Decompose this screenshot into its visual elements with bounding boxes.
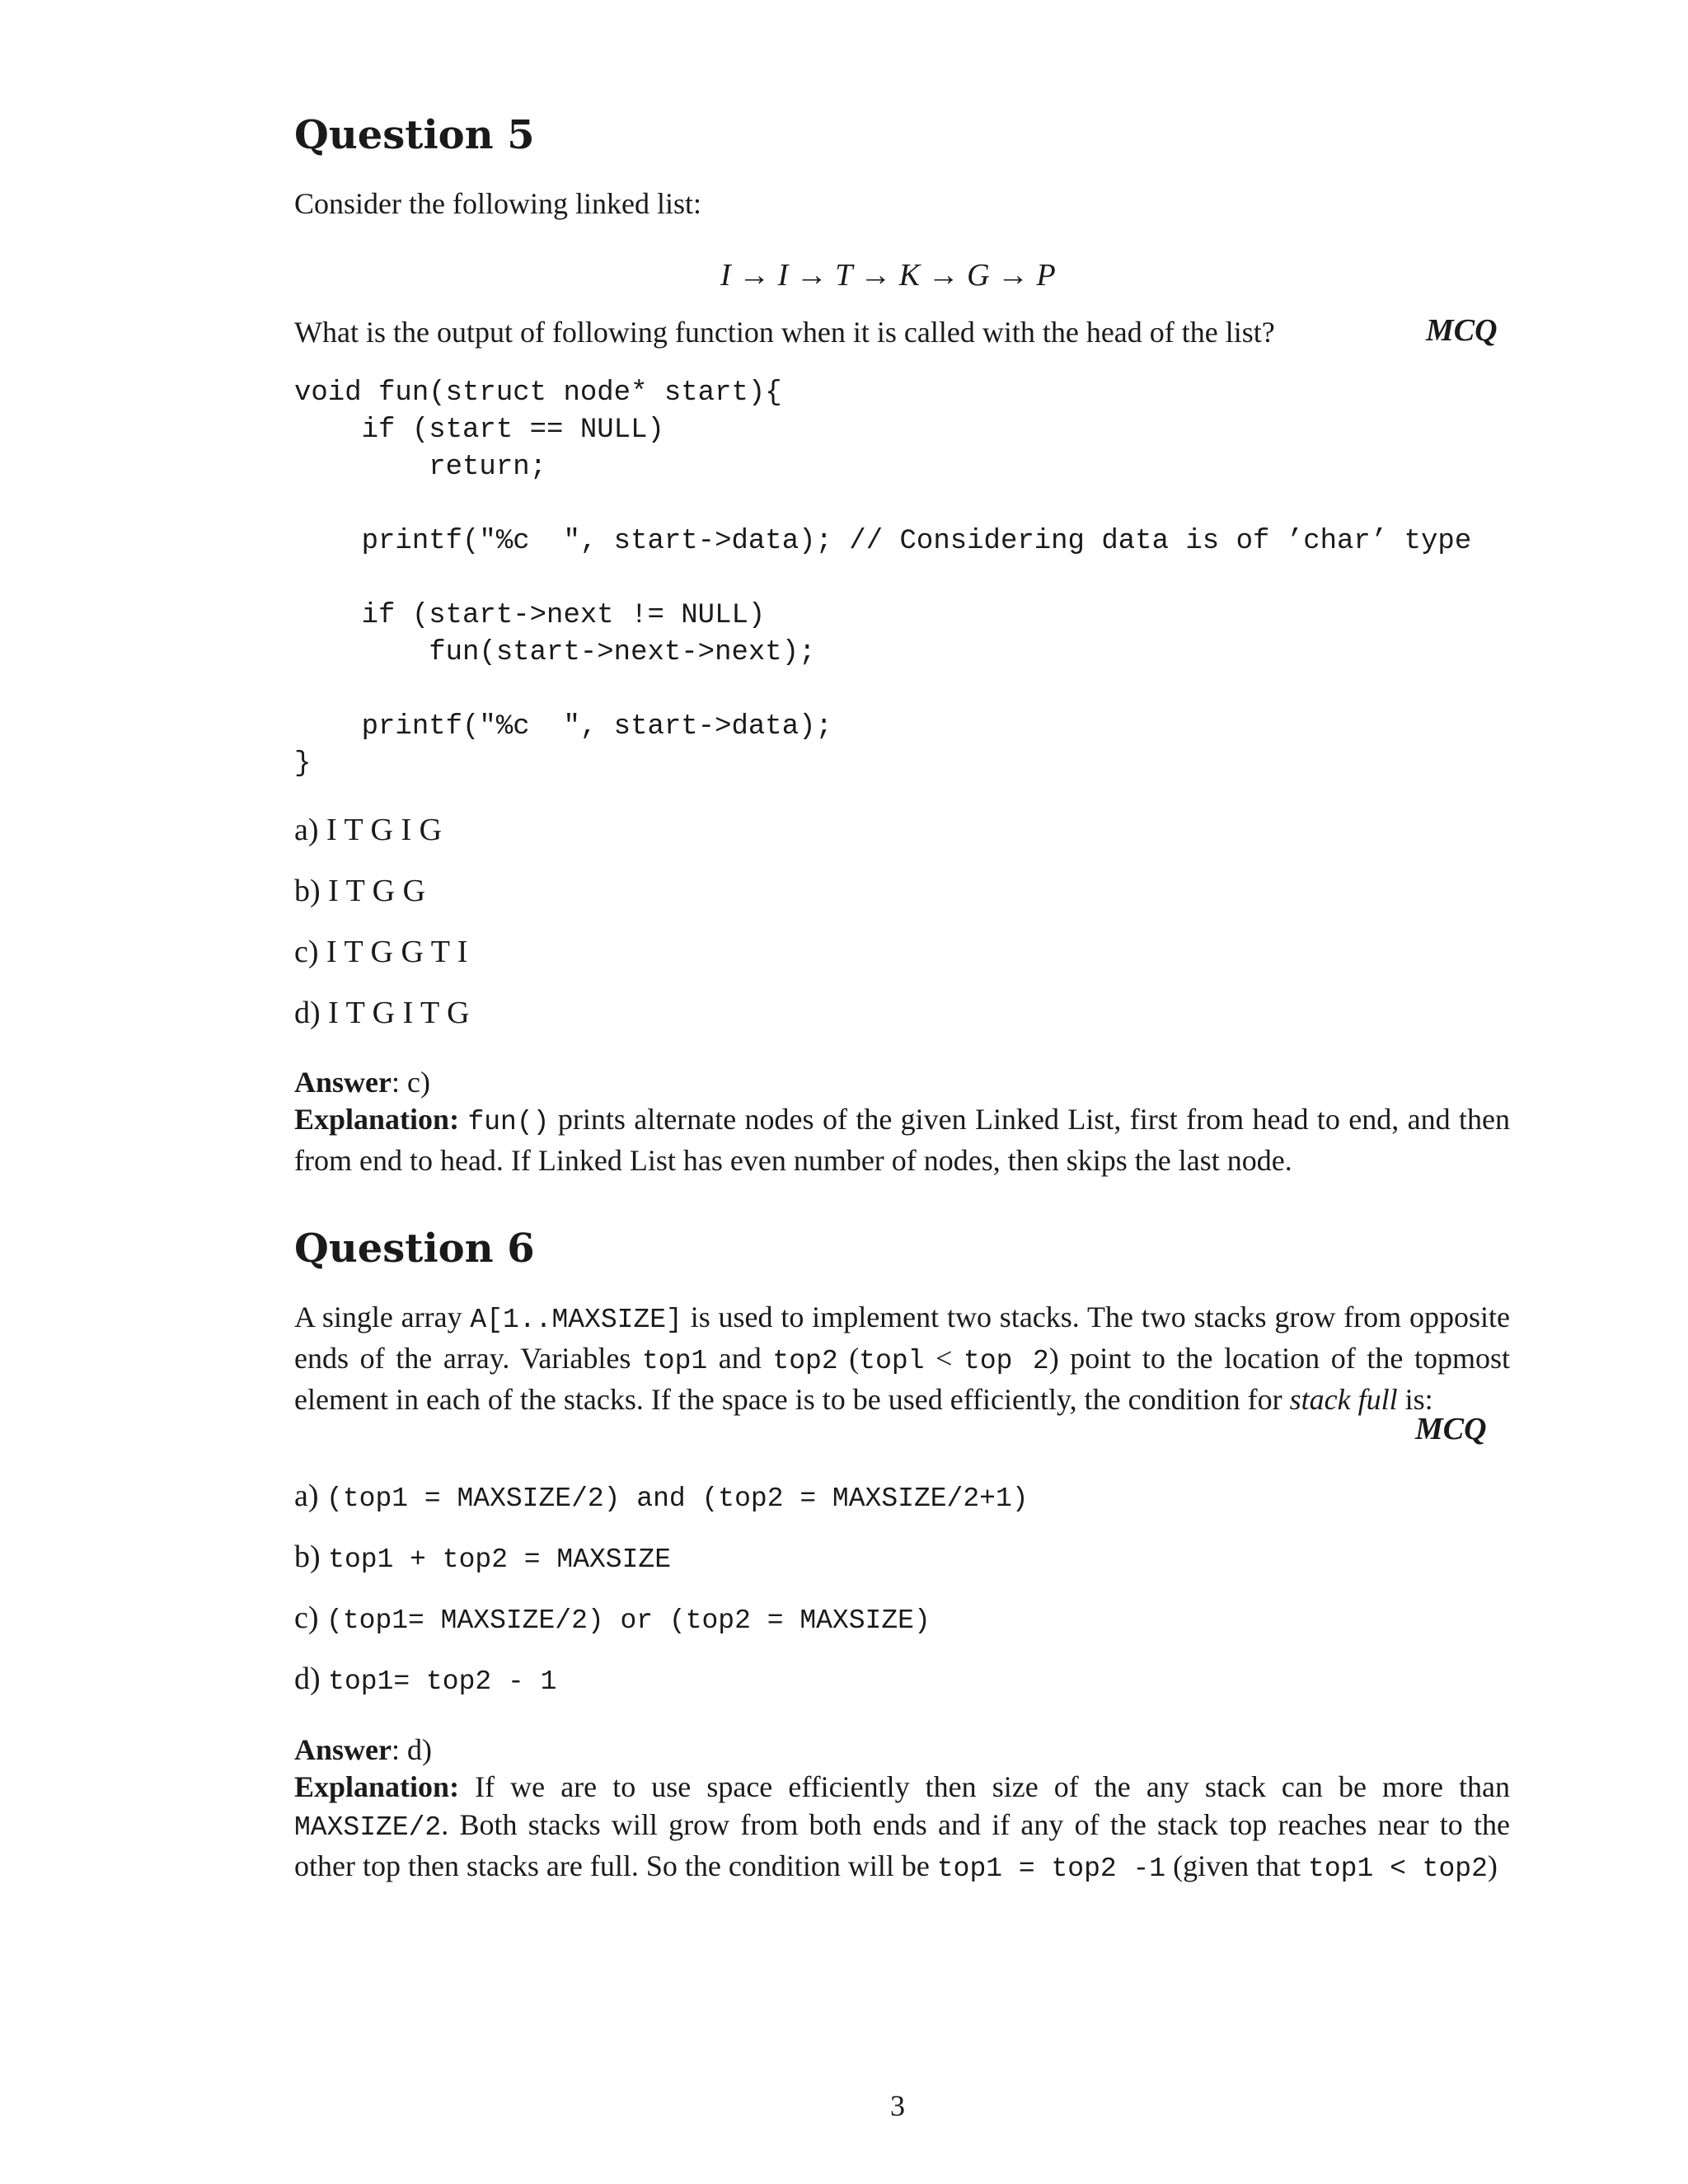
para-code: top 2 [964,1346,1049,1376]
question-5-prompt: What is the output of following function when it is called with the head of the list? [294,316,1275,349]
option-code: (top1= MAXSIZE/2) or (top2 = MAXSIZE) [326,1605,931,1636]
code-line: void fun(struct node* start){ [294,377,782,409]
option-code: top1 + top2 = MAXSIZE [328,1544,672,1575]
para-code: topl [859,1346,925,1376]
question-6-mcq-tag: MCQ [1415,1412,1487,1446]
option-label: d) [294,1661,329,1696]
linked-list-expression: I → I → T → K → G → P [720,258,1056,293]
question-5-mcq-tag: MCQ [1426,313,1498,348]
question-6-heading: Question 6 [294,1226,535,1272]
code-line: fun(start->next->next); [294,637,816,668]
explanation-text: prints alternate nodes of the given Linked List, first from head to end, and then from end to head. If Linked List has even number of nodes, then skips the last node. [294,1103,1511,1177]
code-line: printf("%c ", start->data); [294,711,832,743]
para-text: is used to implement two stacks. The two stacks grow from opposite ends of the array. Variables [294,1301,1511,1375]
question-5-option-a: a) I T G I G [294,813,443,847]
question-6-option-c [294,1600,931,1636]
question-6-paragraph [294,1298,1510,1418]
code-line: if (start == NULL) [294,415,664,446]
para-text: A single array [294,1301,471,1333]
question-5-answer [294,1063,430,1101]
explanation-code: MAXSIZE/2 [294,1812,442,1843]
code-line: printf("%c ", start->data); // Considering data is of ’char’ type [294,526,1472,557]
explanation-label: Explanation: [294,1770,460,1803]
answer-value: : c) [391,1066,430,1099]
para-text: is: [1397,1383,1433,1416]
question-6-option-b [294,1539,671,1575]
question-5-option-c: c) I T G G T I [294,935,468,969]
explanation-text: (given that [1165,1849,1309,1882]
code-line: return; [294,452,547,483]
para-emphasis: stack full [1289,1383,1398,1416]
explanation-code: fun() [467,1107,550,1137]
para-code: top1 [641,1346,708,1376]
para-text: < [924,1342,964,1375]
para-code: A[1..MAXSIZE] [470,1305,682,1335]
code-line [294,674,1471,711]
question-5-explanation [294,1100,1510,1179]
question-5-heading: Question 5 [294,112,535,158]
para-code: top2 [772,1346,838,1376]
question-5-option-d: d) I T G I T G [294,996,470,1030]
option-label: a) [294,1479,327,1513]
option-code: (top1 = MAXSIZE/2) and (top2 = MAXSIZE/2+1) [326,1483,1029,1514]
explanation-text: . Both stacks will grow from both ends and if any of the stack top reaches near to the other top then stacks are full. So the condition will be [294,1808,1510,1882]
code-line: } [294,748,312,780]
explanation-code: top1 < top2 [1308,1854,1488,1884]
question-6-option-d [294,1661,556,1697]
code-line: if (start->next != NULL) [294,600,766,631]
answer-label: Answer [294,1733,392,1766]
para-text: ) point to the location of the topmost element in each of the stacks. If the space is to be used efficiently, the condition for [294,1342,1510,1416]
question-6-explanation [294,1768,1510,1888]
page-number: 3 [890,2089,905,2122]
question-6-option-a [294,1478,1029,1514]
explanation-text: ) [1487,1849,1498,1882]
question-5-code-block [294,377,1471,785]
code-line [294,563,1471,600]
question-5-intro: Consider the following linked list: [294,187,701,220]
para-text: and [707,1342,773,1375]
answer-label: Answer [294,1066,392,1099]
option-label: b) [294,1540,329,1574]
explanation-label: Explanation: [294,1103,460,1136]
answer-value: : d) [391,1733,432,1766]
question-6-answer [294,1731,432,1769]
question-5-option-b: b) I T G G [294,874,426,908]
code-line [294,489,1471,526]
option-label: c) [294,1601,327,1635]
para-text: ( [837,1342,860,1375]
explanation-text: If we are to use space efficiently then size of the any stack can be more than [459,1770,1510,1803]
option-code: top1= top2 - 1 [328,1666,557,1697]
explanation-code: top1 = top2 -1 [936,1854,1166,1884]
